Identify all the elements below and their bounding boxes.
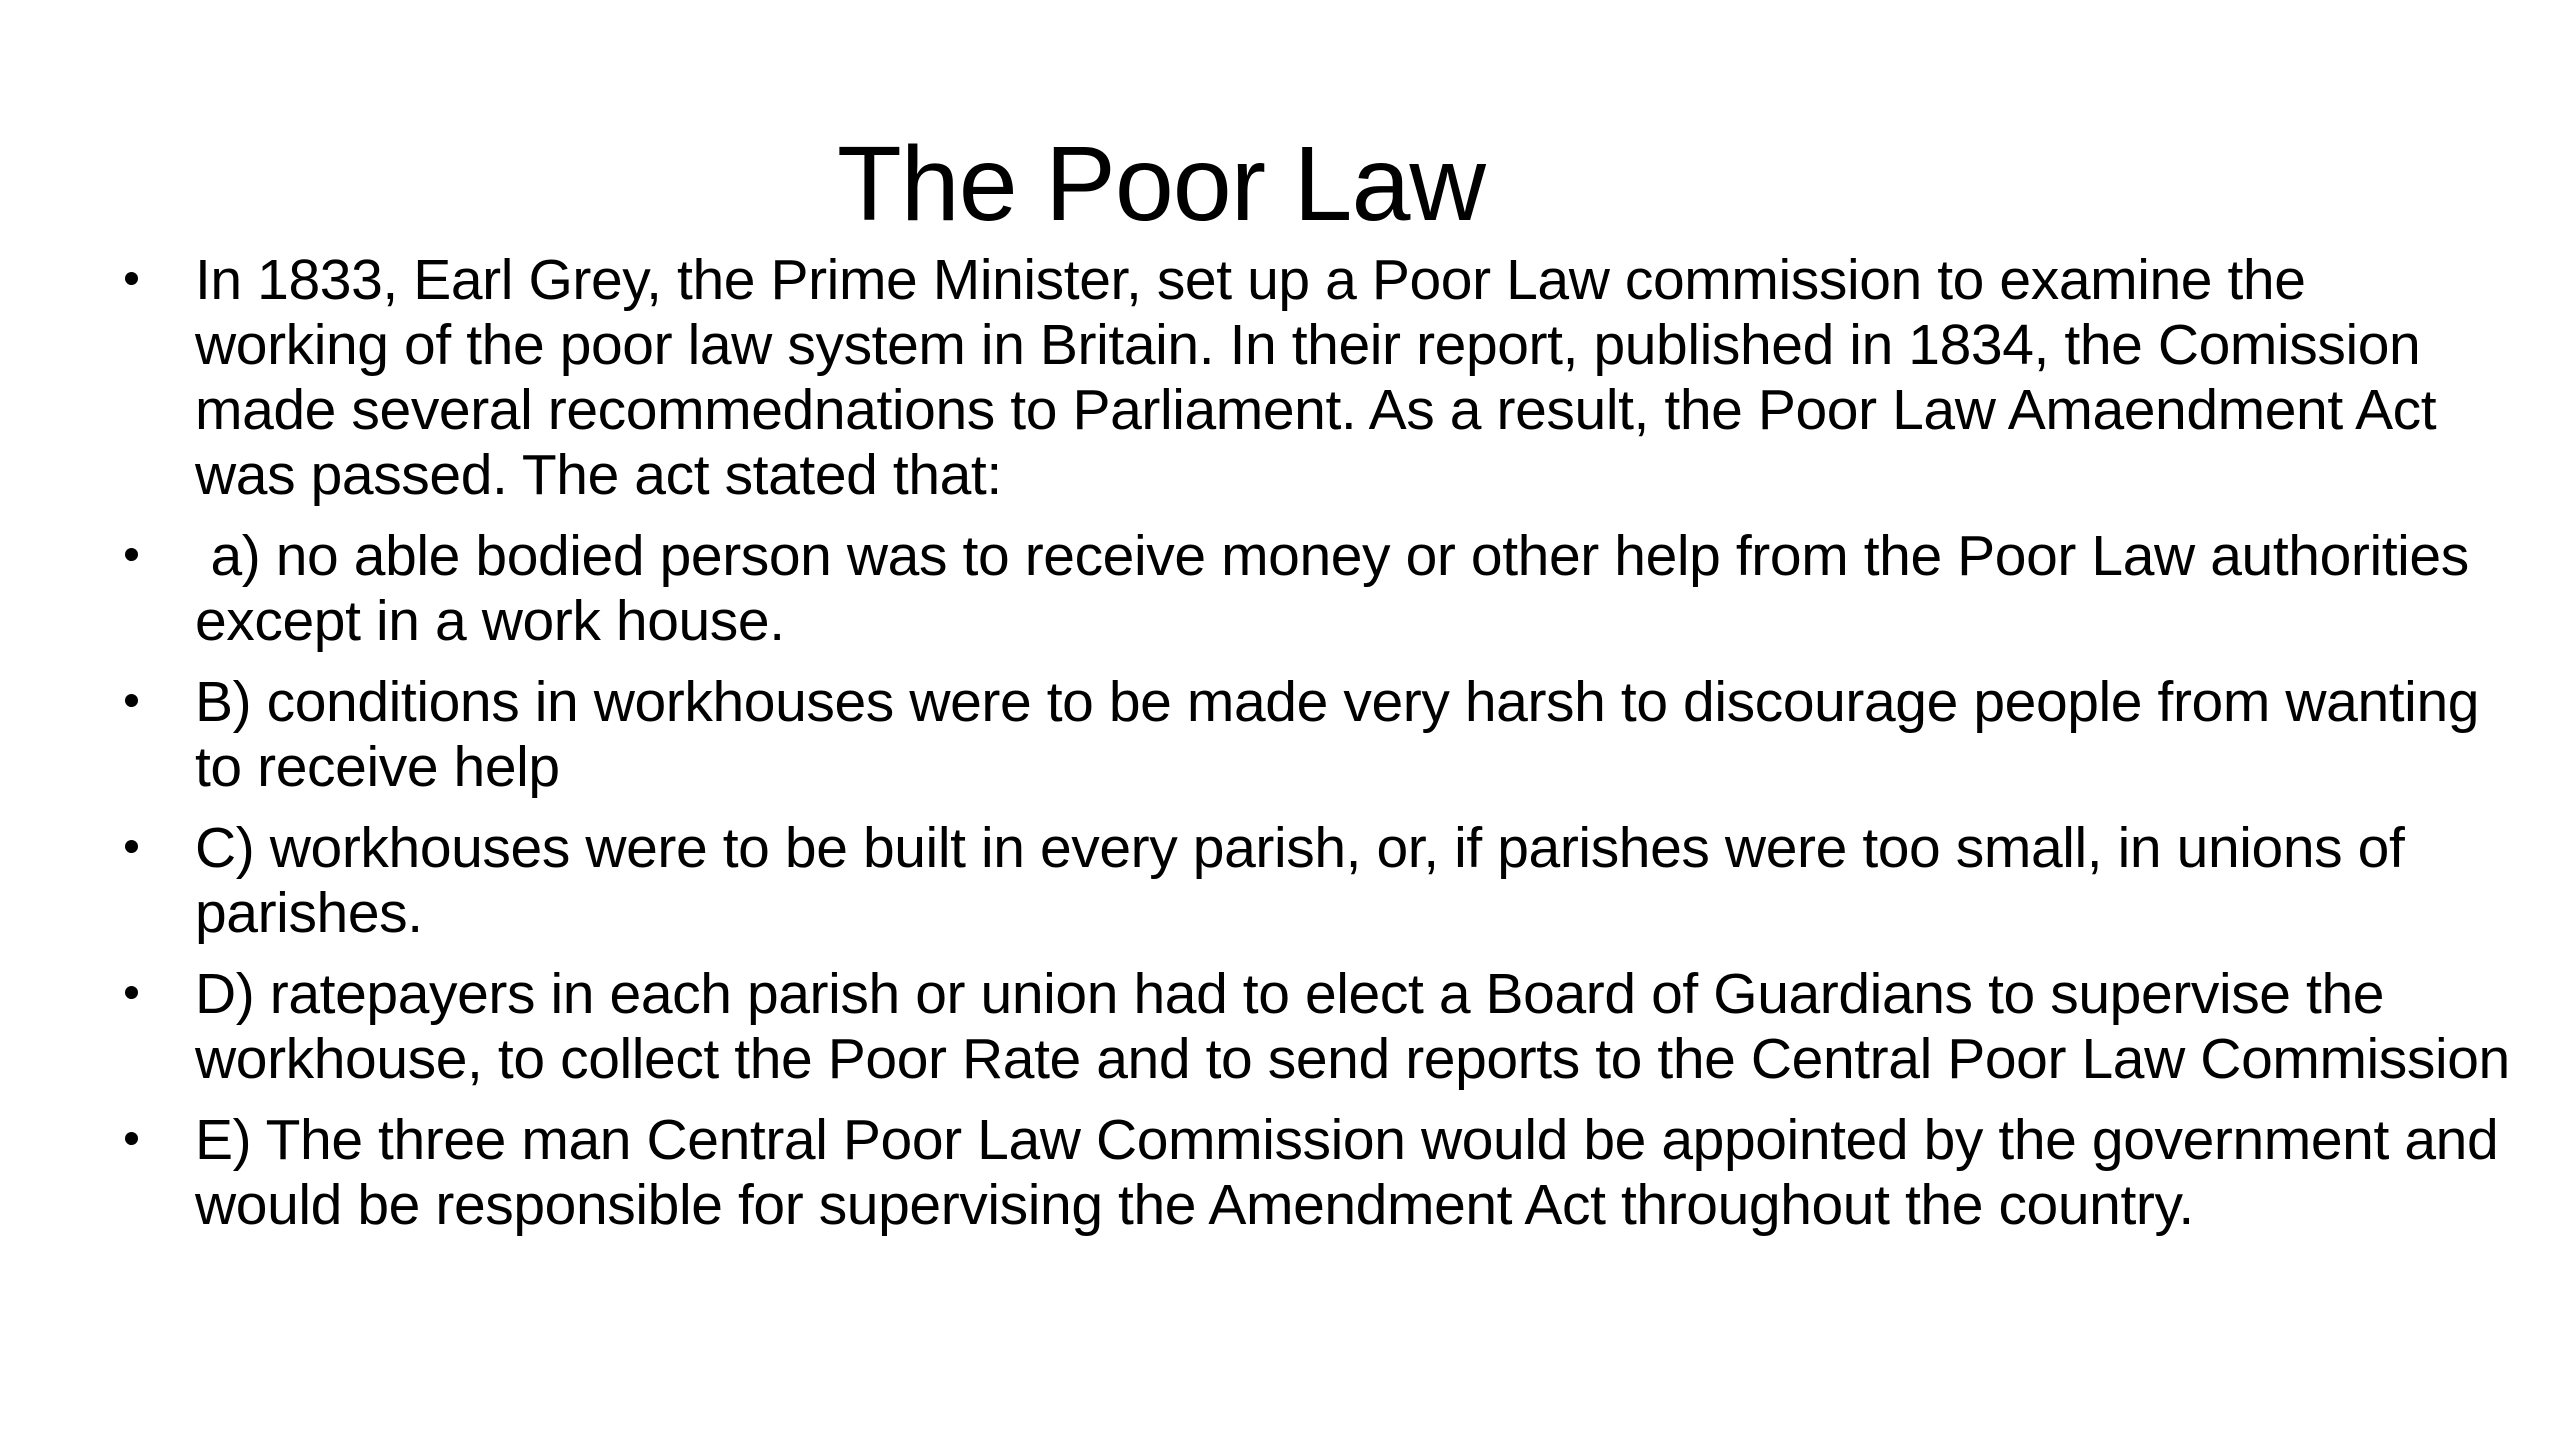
bullet-dot-icon bbox=[125, 272, 138, 285]
bullet-dot-icon bbox=[125, 548, 138, 561]
bullet-dot-icon bbox=[125, 694, 138, 707]
bullet-text: D) ratepayers in each parish or union had to elect a Board of Guardians to supervise the workhouse, to collect the Poor Rate and to send reports to the Central Poor Law Commission bbox=[195, 962, 2510, 1091]
bullet-text: C) workhouses were to be built in every parish, or, if parishes were too small, in unions of parishes. bbox=[195, 816, 2405, 945]
bullet-item-intro bbox=[0, 248, 2560, 508]
bullet-text: a) no able bodied person was to receive money or other help from the Poor Law authorities except in a work house. bbox=[195, 524, 2485, 653]
bullet-item-d bbox=[0, 962, 2560, 1092]
bullet-text: E) The three man Central Poor Law Commission would be appointed by the government and would be responsible for supervising the Amendment Act throughout the country. bbox=[195, 1108, 2499, 1237]
bullet-dot-icon bbox=[125, 1132, 138, 1145]
bullet-dot-icon bbox=[125, 840, 138, 853]
bullet-item-a bbox=[0, 524, 2560, 654]
slide-title: The Poor Law bbox=[837, 125, 1485, 243]
bullet-item-b bbox=[0, 670, 2560, 800]
bullet-item-c bbox=[0, 816, 2560, 946]
bullet-text: B) conditions in workhouses were to be made very harsh to discourage people from wanting to receive help bbox=[195, 670, 2480, 799]
bullet-text: In 1833, Earl Grey, the Prime Minister, set up a Poor Law commission to examine the working of the poor law system in Britain. In their report, published in 1834, the Comission made several recommednations to Parliament. As a result, the Poor Law Amaendment Act was passed. The act stated that: bbox=[195, 248, 2437, 507]
bullet-item-e bbox=[0, 1108, 2560, 1238]
bullet-dot-icon bbox=[125, 986, 138, 999]
bullet-list bbox=[0, 248, 2560, 1254]
